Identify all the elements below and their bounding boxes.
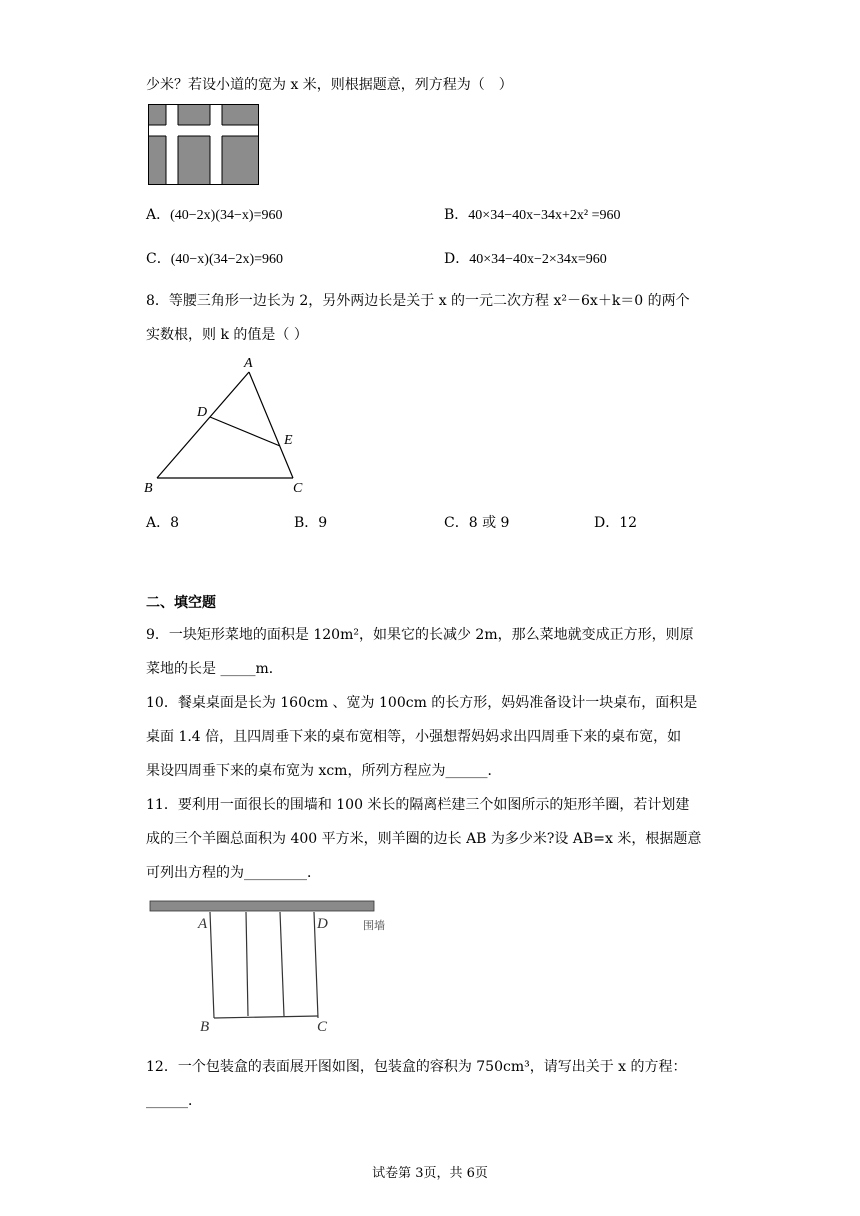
section-title-fill-blank: 二、填空题 — [146, 595, 216, 611]
q9-stem-line2: 菜地的长是 _____m． — [146, 661, 283, 677]
q8-label-e: E — [284, 433, 293, 448]
q10-stem-line2: 桌面 1.4 倍，且四周垂下来的桌布宽相等，小强想帮妈妈求出四周垂下来的桌布宽，如 — [146, 729, 682, 745]
q8-option-b[interactable]: B．9 — [294, 515, 328, 531]
page-footer: 试卷第 3页，共 6页 — [372, 1166, 488, 1181]
q11-label-d: D — [317, 916, 328, 932]
q10-stem-line3: 果设四周垂下来的桌布宽为 xcm，所列方程应为______． — [146, 763, 502, 779]
q12-stem-line1: 12．一个包装盒的表面展开图如图，包装盒的容积为 750cm³，请写出关于 x 的方程： — [146, 1059, 687, 1075]
q11-stem-line2: 成的三个羊圈总面积为 400 平方米，则羊圈的边长 AB 为多少米?设 AB=x 米，根据题意 — [146, 831, 702, 847]
q8-triangle-figure — [140, 352, 320, 498]
q11-label-b: B — [200, 1019, 210, 1035]
q8-stem-line2: 实数根，则 k 的值是（ ） — [146, 327, 308, 343]
q11-label-a: A — [198, 916, 208, 932]
q7-option-c[interactable]: C．(40−x)(34−2x)=960 — [146, 251, 284, 267]
q8-option-a[interactable]: A．8 — [146, 515, 180, 531]
q8-label-d: D — [197, 405, 208, 420]
q7-option-d[interactable]: D．40×34−40x−2×34x=960 — [444, 251, 607, 267]
q11-sheep-pen-figure — [146, 896, 396, 1036]
q9-stem-line1: 9．一块矩形菜地的面积是 120m²，如果它的长减少 2m，那么菜地就变成正方形，则原 — [146, 627, 694, 643]
q11-stem-line3: 可列出方程的为_________． — [146, 865, 321, 881]
q8-option-c[interactable]: C．8 或 9 — [444, 515, 510, 531]
q8-label-b: B — [144, 481, 153, 496]
q8-label-c: C — [293, 481, 303, 496]
q7-option-b[interactable]: B．40×34−40x−34x+2x² =960 — [444, 207, 621, 223]
q7-option-a[interactable]: A．(40−2x)(34−x)=960 — [146, 207, 283, 223]
q11-label-wall: 围墙 — [363, 919, 385, 932]
q7-stem-tail: 少米？若设小道的宽为 x 米，则根据题意，列方程为（ ） — [146, 77, 513, 93]
q10-stem-line1: 10．餐桌桌面是长为 160cm 、宽为 100cm 的长方形，妈妈准备设计一块桌布，面积是 — [146, 695, 698, 711]
q11-label-c: C — [317, 1019, 328, 1035]
q8-option-d[interactable]: D．12 — [594, 515, 638, 531]
q8-stem-line1: 8．等腰三角形一边长为 2，另外两边长是关于 x 的一元二次方程 x²－6x＋k＝0 的两个 — [146, 293, 690, 309]
q8-label-a: A — [244, 356, 253, 371]
q7-garden-figure — [148, 104, 260, 186]
q11-stem-line1: 11．要利用一面很长的围墙和 100 米长的隔离栏建三个如图所示的矩形羊圈，若计划建 — [146, 797, 690, 813]
q12-stem-line2: ______． — [146, 1093, 202, 1109]
